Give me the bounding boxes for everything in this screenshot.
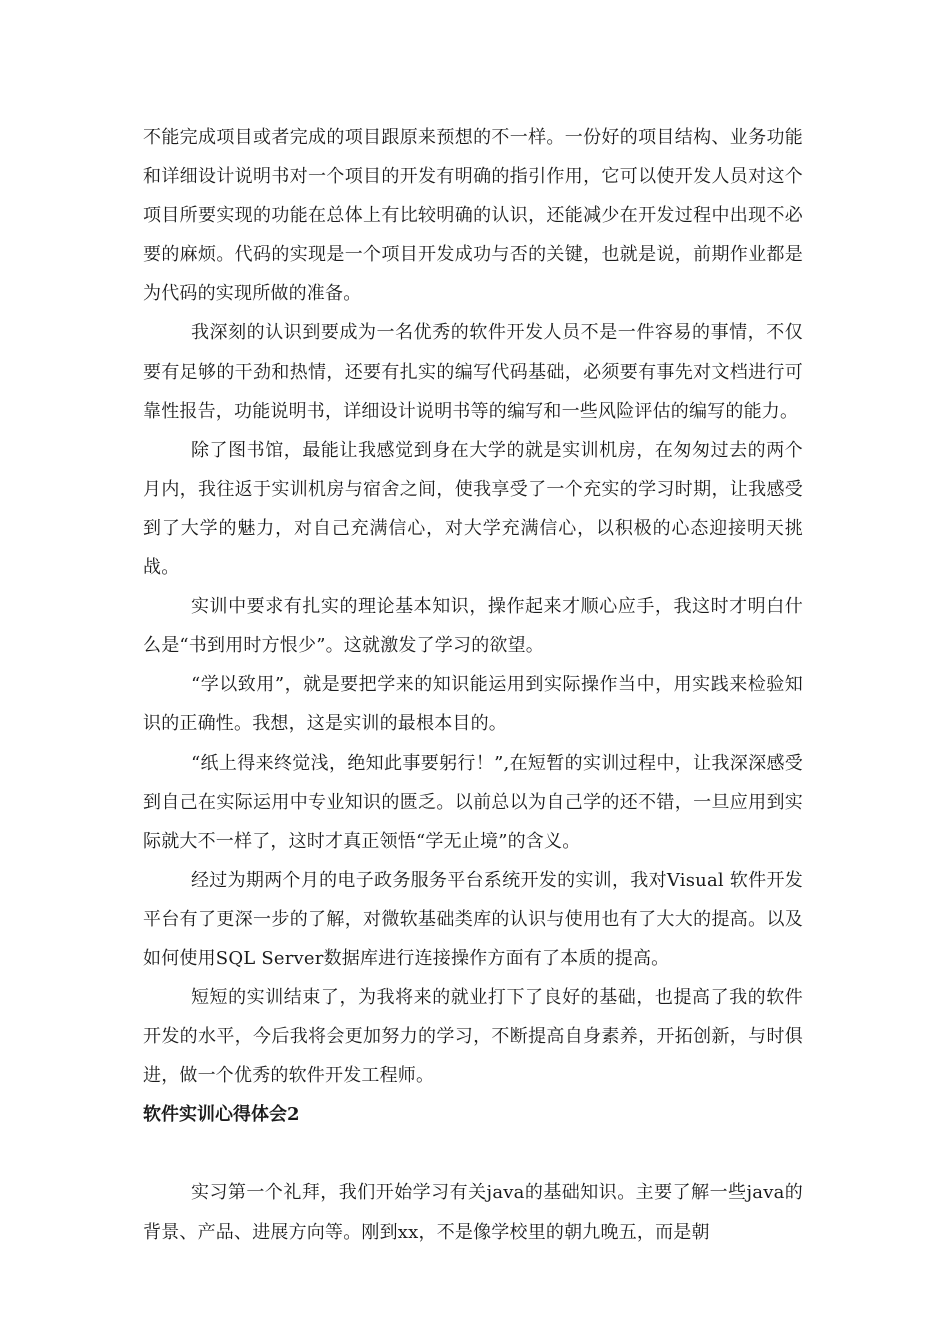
section-paragraph-1: 实习第一个礼拜，我们开始学习有关java的基础知识。主要了解一些java的背景、产品、进展方向等。刚到xx，不是像学校里的朝九晚五，而是朝 (143, 1182, 803, 1243)
paragraph-4: 实训中要求有扎实的理论基本知识，操作起来才顺心应手，我这时才明白什么是“书到用时方恨少”。这就激发了学习的欲望。 (143, 596, 803, 657)
paragraph-6: “纸上得来终觉浅，绝知此事要躬行！”,在短暂的实训过程中，让我深深感受到自己在实际运用中专业知识的匮乏。以前总以为自己学的还不错，一旦应用到实际就大不一样了，这时才真正领悟“学无止境”的含义。 (143, 752, 803, 852)
paragraph-8: 短短的实训结束了，为我将来的就业打下了良好的基础，也提高了我的软件开发的水平，今后我将会更加努力的学习，不断提高自身素养，开拓创新，与时俱进，做一个优秀的软件开发工程师。 (143, 987, 803, 1087)
paragraph-1: 不能完成项目或者完成的项目跟原来预想的不一样。一份好的项目结构、业务功能和详细设计说明书对一个项目的开发有明确的指引作用，它可以使开发人员对这个项目所要实现的功能在总体上有比较明确的认识，还能减少在开发过程中出现不必要的麻烦。代码的实现是一个项目开发成功与否的关键，也就是说，前期作业都是为代码的实现所做的准备。 (143, 127, 803, 305)
blank-line (143, 1134, 803, 1173)
document-page (143, 118, 803, 1252)
paragraph-7: 经过为期两个月的电子政务服务平台系统开发的实训，我对Visual 软件开发平台有了更深一步的了解，对微软基础类库的认识与使用也有了大大的提高。以及如何使用SQL Server数据库进行连接操作方面有了本质的提高。 (143, 869, 803, 969)
paragraph-2: 我深刻的认识到要成为一名优秀的软件开发人员不是一件容易的事情，不仅要有足够的干劲和热情，还要有扎实的编写代码基础，必须要有事先对文档进行可靠性报告，功能说明书，详细设计说明书等的编写和一些风险评估的编写的能力。 (143, 322, 803, 422)
paragraph-3: 除了图书馆，最能让我感觉到身在大学的就是实训机房，在匆匆过去的两个月内，我往返于实训机房与宿舍之间，使我享受了一个充实的学习时期，让我感受到了大学的魅力，对自己充满信心，对大学充满信心，以积极的心态迎接明天挑战。 (143, 439, 803, 579)
paragraph-5: “学以致用”，就是要把学来的知识能运用到实际操作当中，用实践来检验知识的正确性。我想，这是实训的最根本目的。 (143, 674, 803, 735)
section-title: 软件实训心得体会2 (143, 1104, 300, 1126)
